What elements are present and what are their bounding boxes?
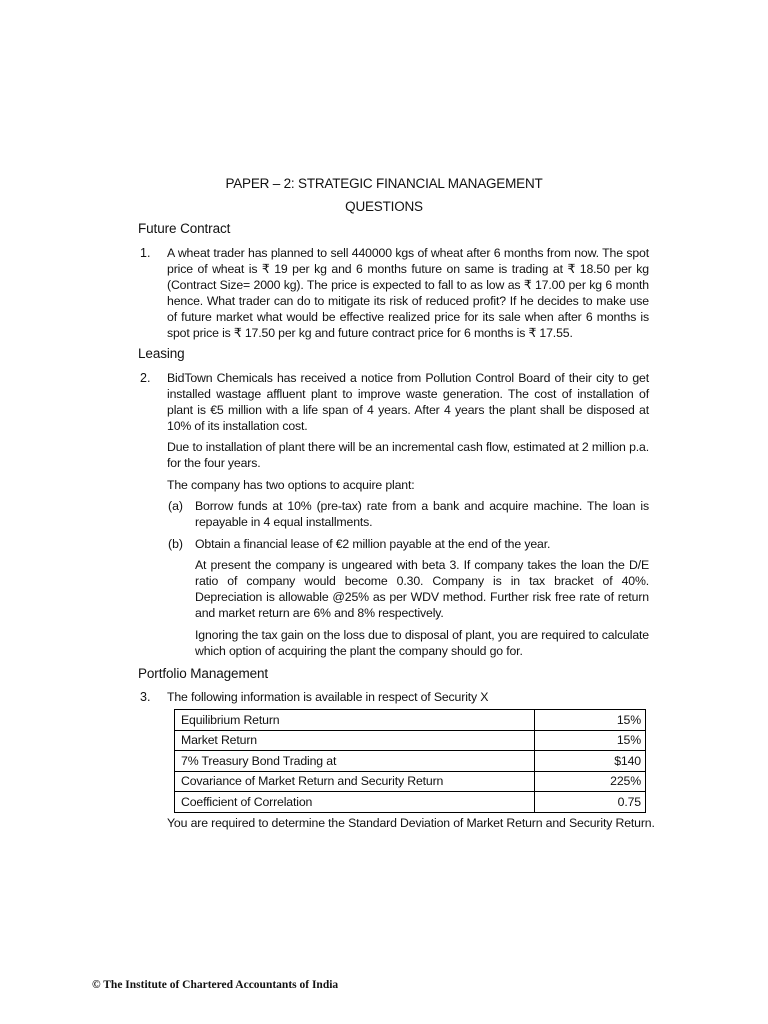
question-number-3: 3.	[140, 690, 151, 704]
table-cell-value: 15%	[535, 710, 646, 731]
table-row	[175, 771, 646, 792]
questions-heading: QUESTIONS	[345, 199, 423, 214]
option-b-label: (b)	[168, 537, 184, 551]
security-x-info-table	[174, 709, 646, 813]
section-heading-leasing: Leasing	[138, 346, 185, 361]
question-number-2: 2.	[140, 371, 151, 385]
option-a-label: (a)	[168, 499, 184, 513]
question-2-cash-flow-text: Due to installation of plant there will be an incremental cash flow, estimated at 2 million p.a. for the four years.	[167, 440, 649, 471]
table-row	[175, 751, 646, 772]
table-cell-value: 0.75	[535, 792, 646, 813]
question-1-text: A wheat trader has planned to sell 440000 kgs of wheat after 6 months from now. The spot price of wheat is ₹ 19 per kg and 6 months future on same is trading at ₹ 18.50 per kg (Contract Size= 2000 kg). The price is expected to fall to as low as ₹ 17.00 per kg 6 month hence. What trader can do to mitigate its risk of reduced profit? If he decides to make use of future market what would be effective realized price for its sale when after 6 months is spot price is ₹ 17.50 per kg and future contract price for 6 months is ₹ 17.55.	[167, 246, 649, 341]
table-cell-label: Equilibrium Return	[175, 710, 535, 731]
table-cell-label: Coefficient of Correlation	[175, 792, 535, 813]
option-b-text: Obtain a financial lease of €2 million payable at the end of the year.	[195, 537, 551, 551]
table-cell-value: $140	[535, 751, 646, 772]
question-number-1: 1.	[140, 246, 151, 260]
section-heading-future-contract: Future Contract	[138, 221, 231, 236]
table-cell-value: 15%	[535, 730, 646, 751]
question-2-details-text: At present the company is ungeared with beta 3. If company takes the loan the D/E ratio of company would become 0.30. Company is in tax bracket of 40%. Depreciation is allowable @25% as per WDV method. Further risk free rate of return and market return are 6% and 8% respectively.	[195, 558, 649, 621]
paper-title: PAPER – 2: STRATEGIC FINANCIAL MANAGEMENT	[225, 176, 543, 191]
table-cell-label: 7% Treasury Bond Trading at	[175, 751, 535, 772]
question-2-text: BidTown Chemicals has received a notice from Pollution Control Board of their city to get installed wastage affluent plant to improve waste generation. The cost of installation of plant is €5 million with a life span of 4 years. After 4 years the plant shall be disposed at 10% of its installation cost.	[167, 371, 649, 434]
question-3-requirement-text: You are required to determine the Standard Deviation of Market Return and Security Return.	[167, 816, 655, 830]
table-row	[175, 710, 646, 731]
question-2-options-intro: The company has two options to acquire plant:	[167, 478, 415, 492]
option-a-text: Borrow funds at 10% (pre-tax) rate from a bank and acquire machine. The loan is repayable in 4 equal installments.	[195, 499, 649, 530]
question-3-text: The following information is available in respect of Security X	[167, 690, 489, 704]
table-cell-value: 225%	[535, 771, 646, 792]
question-2-requirement-text: Ignoring the tax gain on the loss due to disposal of plant, you are required to calculate which option of acquiring the plant the company should go for.	[195, 628, 649, 659]
table-row	[175, 730, 646, 751]
section-heading-portfolio-management: Portfolio Management	[138, 666, 269, 681]
table-row	[175, 792, 646, 813]
table-cell-label: Covariance of Market Return and Security Return	[175, 771, 535, 792]
footer-copyright: © The Institute of Chartered Accountants of India	[92, 979, 339, 991]
table-cell-label: Market Return	[175, 730, 535, 751]
